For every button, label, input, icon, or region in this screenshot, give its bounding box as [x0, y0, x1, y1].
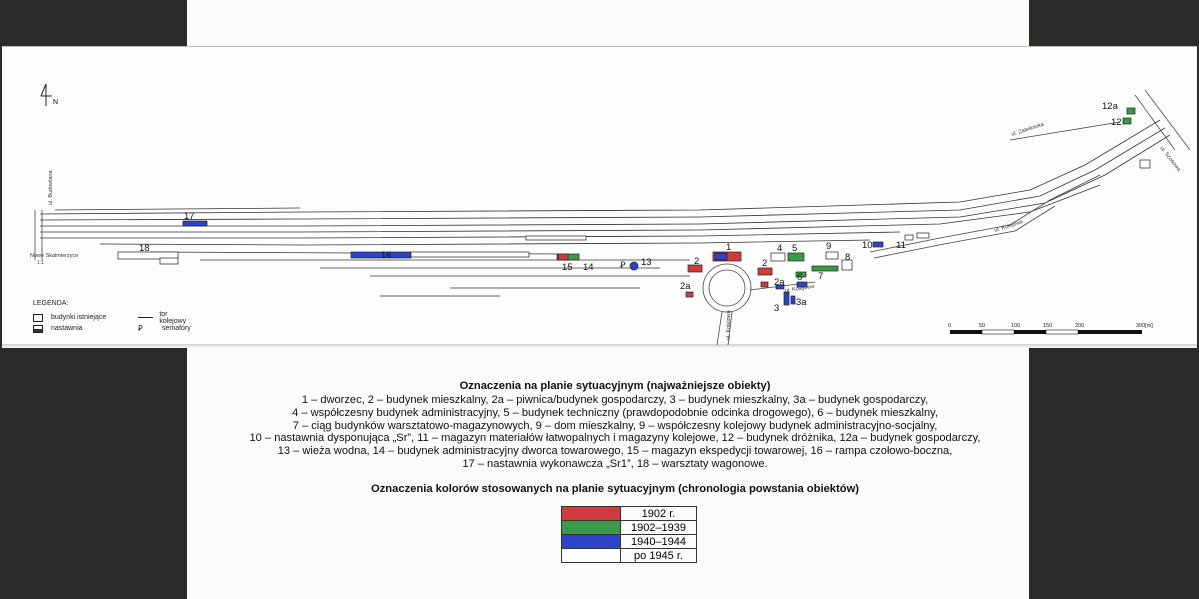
notes-line-3: 7 – ciąg budynków warsztatowo-magazynowych, 9 – dom mieszkalny, 9 – współczesny kolejowy budynek administracyjno-socjalny,: [292, 419, 938, 432]
label-3: 3: [774, 303, 780, 314]
label-14: 14: [583, 262, 594, 273]
color-label: 1902–1939: [621, 521, 697, 535]
color-swatch: [562, 521, 621, 535]
notes-line-6: 17 – nastawnia wykonawcza „Sr1”, 18 – warsztaty wagonowe.: [462, 457, 768, 470]
street-kolejowa-3: ul. Kolejowa: [993, 219, 1024, 234]
label-2b: 2: [762, 258, 768, 269]
scale-150: 150: [1043, 323, 1053, 329]
label-17: 17: [184, 211, 195, 222]
semaphore-icon: Ꝑ: [620, 260, 626, 270]
legend-signal-box: nastawnia: [51, 325, 83, 332]
color-key-table: [561, 506, 697, 563]
scale-200: 200: [1075, 323, 1085, 329]
legend-existing: budynki istniejące: [51, 314, 107, 321]
label-13: 13: [641, 257, 652, 268]
signal-box-icon: [33, 325, 43, 333]
label-12: 12: [1111, 117, 1122, 128]
notes-heading: Oznaczenia na planie sytuacyjnym (najważniejsze obiekty): [459, 380, 771, 392]
legend-semaphores: semafory: [162, 325, 191, 332]
track-line-icon: [138, 317, 153, 318]
legend-title: LEGENDA:: [33, 300, 69, 307]
color-swatch: [562, 507, 621, 521]
label-2: 2: [694, 256, 700, 267]
compass-label: N: [53, 99, 59, 106]
north-arrow-icon: [41, 84, 52, 106]
building-4: [771, 253, 785, 261]
building-2b: [758, 268, 772, 275]
label-3a: 3a: [796, 297, 807, 308]
label-5: 5: [792, 243, 798, 254]
label-7: 7: [818, 271, 824, 282]
colors-heading: Oznaczenia kolorów stosowanych na planie sytuacyjnym (chronologia powstania obiektów): [371, 482, 859, 495]
label-4: 4: [777, 243, 783, 254]
color-label: po 1945 r.: [621, 549, 697, 563]
label-10: 10: [862, 240, 873, 251]
color-key-row: [562, 549, 697, 563]
building-12: [1123, 118, 1131, 124]
railway-tracks: [40, 120, 1170, 296]
label-18: 18: [139, 243, 150, 254]
color-key-row: [562, 507, 697, 521]
notes-line-1: 1 – dworzec, 2 – budynek mieszkalny, 2a – piwnica/budynek gospodarczy, 3 – budynek mieszkalny, 3a – budynek gospodarczy,: [301, 394, 929, 406]
label-2a-b: 2a: [774, 277, 785, 288]
semaphore-legend-icon: Ꝑ: [138, 324, 143, 333]
existing-building-icon: [33, 314, 43, 322]
building-12a: [1127, 108, 1135, 114]
label-15: 15: [562, 262, 573, 273]
label-11: 11: [896, 240, 906, 251]
label-12a: 12a: [1102, 101, 1118, 112]
label-2a: 2a: [680, 281, 691, 292]
street-kolejowa-2: ul. Kolejowa: [726, 310, 732, 340]
color-swatch: [562, 549, 621, 563]
building-9: [826, 252, 838, 259]
place-name: Nowe Skalmierzyce: [30, 253, 79, 259]
label-6: 6: [797, 272, 803, 283]
notes: [240, 380, 990, 505]
label-16: 16: [381, 250, 392, 261]
color-swatch: [562, 535, 621, 549]
color-label: 1902 r.: [621, 507, 697, 521]
color-key-row: [562, 535, 697, 549]
place-sub: 1:1: [37, 260, 44, 266]
color-key-row: [562, 521, 697, 535]
scale-300: 300[m]: [1136, 323, 1153, 329]
scale-100: 100: [1011, 323, 1021, 329]
notes-line-4: 10 – nastawnia dysponująca „Sr”, 11 – magazyn materiałów łatwopalnych i magazyny kolejowe, 12 – budynek dróżnika, 12a – budynek gospodarczy,: [249, 432, 981, 445]
street-szosowa: ul. Szosowa: [1158, 145, 1182, 173]
legend-track: tor kolejowy: [159, 310, 187, 325]
label-1: 1: [726, 242, 732, 253]
notes-line-2: 4 – współczesny budynek administracyjny, 5 – budynek techniczny (prawdopodobnie odcinka drogowego), 6 – budynek mieszkalny,: [292, 406, 938, 419]
color-label: 1940–1944: [621, 535, 697, 549]
buildings: [118, 108, 1150, 305]
label-9: 9: [826, 241, 832, 252]
building-10: [873, 242, 883, 247]
notes-line-5: 13 – wieża wodna, 14 – budynek administracyjny dworca towarowego, 15 – magazyn ekspedycji towarowej, 16 – rampa czołowo-boczna,: [277, 445, 953, 458]
legend: [33, 300, 191, 334]
street-kolejowa-1: ul. Kolejowa: [784, 283, 815, 294]
street-budowlana: ul. Budowlana: [48, 170, 54, 205]
building-7: [812, 266, 838, 271]
scale-50: 50: [979, 323, 986, 329]
building-5: [788, 253, 804, 261]
label-8: 8: [845, 252, 851, 263]
scale-0: 0: [948, 323, 952, 329]
water-tower-13: [630, 262, 638, 270]
scale-bar: [950, 330, 1142, 334]
street-zalesnicka: ul. Zaleśnicka: [1010, 121, 1045, 138]
building-11: [905, 235, 913, 240]
